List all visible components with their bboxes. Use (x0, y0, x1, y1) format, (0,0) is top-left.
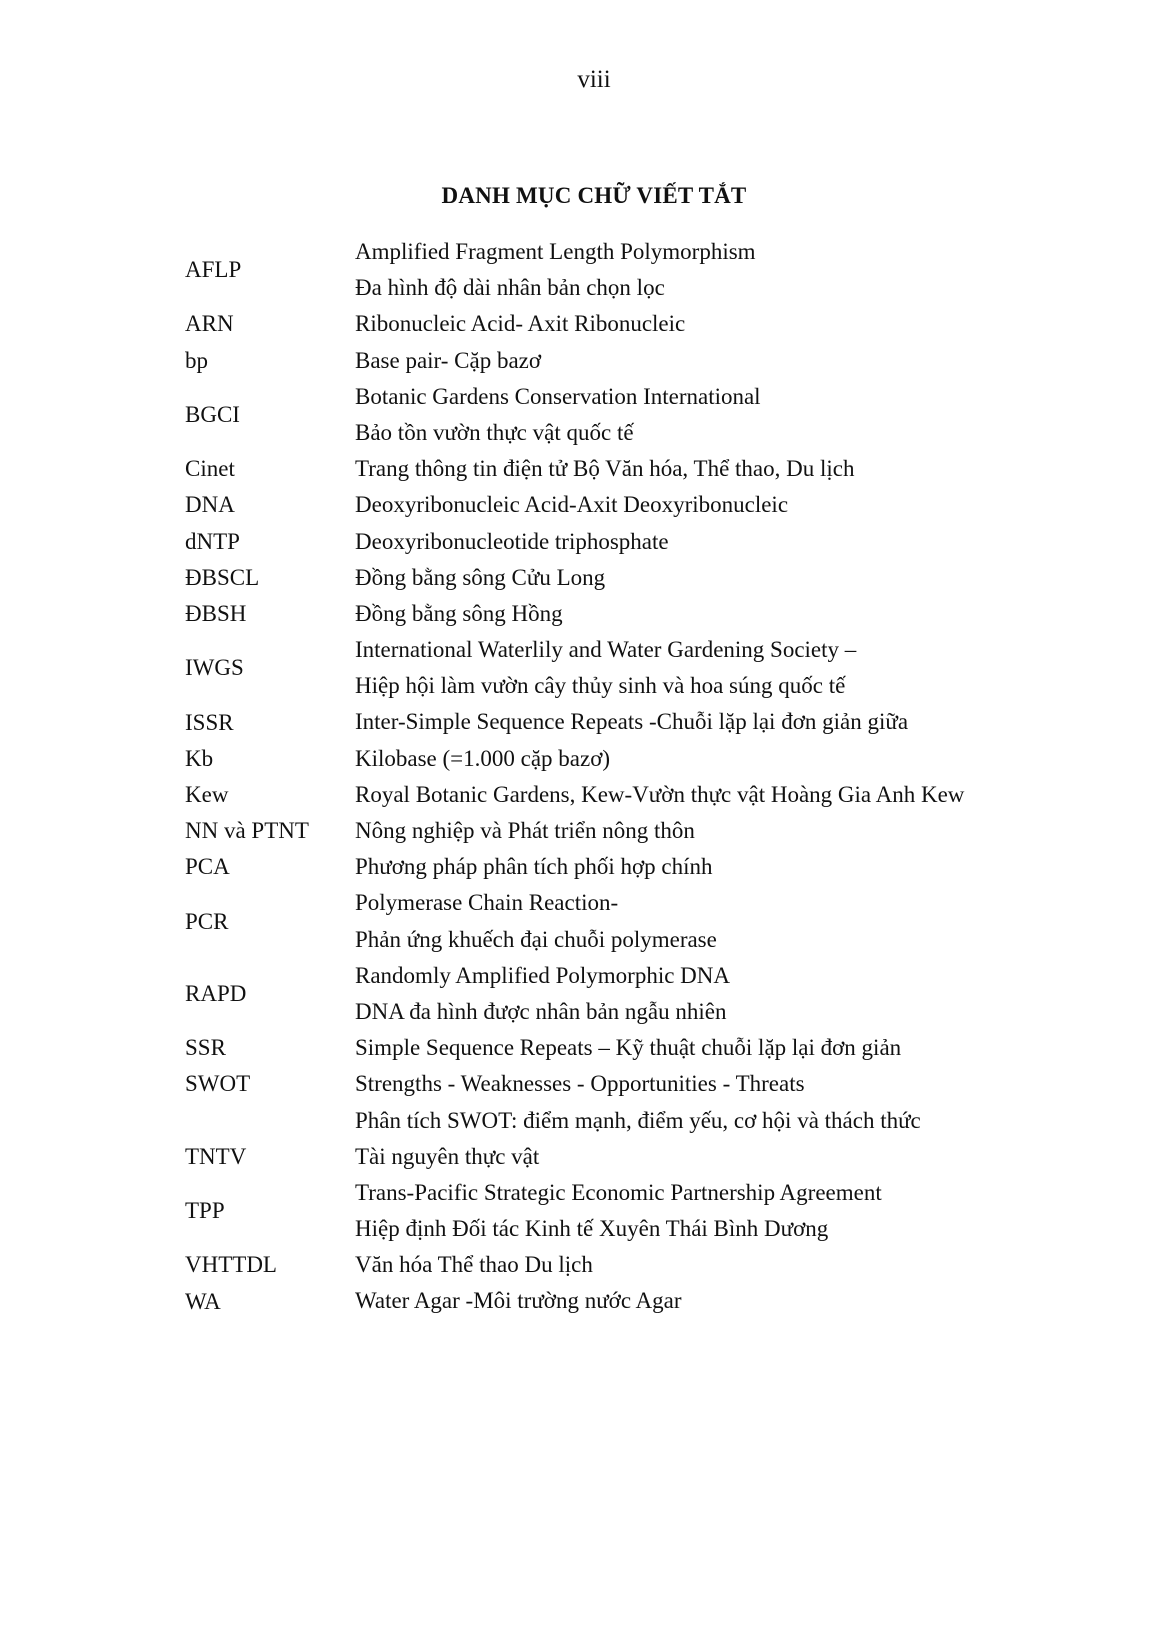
definition (355, 487, 1065, 523)
definition-line: Amplified Fragment Length Polymorphism (355, 239, 756, 264)
definition-line: Inter-Simple Sequence Repeats -Chuỗi lặp lại đơn giản giữa (355, 709, 909, 735)
definition-line: Royal Botanic Gardens, Kew-Vườn thực vật Hoàng Gia Anh Kew (355, 781, 965, 807)
definition (355, 849, 1065, 885)
abbreviation-row (185, 1175, 1065, 1247)
definition-line: Base pair- Cặp bazơ (355, 347, 542, 373)
definition (355, 1247, 1065, 1283)
abbreviation: PCA (185, 854, 230, 880)
definition (355, 306, 1065, 342)
abbreviation-row (185, 1030, 1065, 1066)
abbreviation: ISSR (185, 709, 234, 735)
definition-line: Polymerase Chain Reaction- (355, 890, 619, 916)
definition-line: DNA đa hình được nhân bản ngẫu nhiên (355, 998, 727, 1024)
definition-line: Phương pháp phân tích phối hợp chính (355, 854, 713, 880)
definition (355, 524, 1065, 560)
definition-line: Nông nghiệp và Phát triển nông thôn (355, 818, 695, 843)
abbreviation: Cinet (185, 456, 235, 482)
definition-line: Water Agar -Môi trường nước Agar (355, 1288, 682, 1314)
abbreviation: NN và PTNT (185, 818, 309, 844)
abbreviation-row (185, 1103, 1065, 1139)
abbreviation-row (185, 560, 1065, 596)
abbreviation: BGCI (185, 401, 240, 427)
abbreviation-row (185, 777, 1065, 813)
abbreviation: IWGS (185, 655, 244, 681)
definition-line: Trans-Pacific Strategic Economic Partnership Agreement (355, 1179, 882, 1205)
abbreviation-row (185, 704, 1065, 740)
definition-line: Botanic Gardens Conservation International (355, 383, 761, 409)
page-title: DANH MỤC CHỮ VIẾT TẮT (441, 183, 747, 208)
definition-line: Hiệp hội làm vườn cây thủy sinh và hoa súng quốc tế (355, 673, 846, 699)
definition (355, 885, 1065, 957)
page-number: viii (577, 66, 611, 93)
abbreviation: SWOT (185, 1071, 251, 1097)
definition (355, 704, 1065, 740)
definition-line: Phản ứng khuếch đại chuỗi polymerase (355, 926, 717, 952)
definition-line: Ribonucleic Acid- Axit Ribonucleic (355, 311, 686, 337)
definition (355, 813, 1065, 849)
definition (355, 1030, 1065, 1066)
definition-line: Deoxyribonucleotide triphosphate (355, 528, 669, 554)
definition-line: Đồng bằng sông Hồng (355, 600, 563, 626)
definition (355, 234, 1065, 306)
abbreviation-row (185, 1139, 1065, 1175)
definition (355, 1103, 1065, 1139)
definition-line: Tài nguyên thực vật (355, 1143, 540, 1169)
definition (355, 1139, 1065, 1175)
abbreviation: DNA (185, 492, 235, 518)
definition (355, 1066, 1065, 1102)
definition (355, 777, 1065, 813)
definition-line: Trang thông tin điện tử Bộ Văn hóa, Thể thao, Du lịch (355, 456, 855, 482)
definition-line: Đồng bằng sông Cửu Long (355, 564, 606, 590)
definition (355, 741, 1065, 777)
abbreviation-row (185, 958, 1065, 1030)
definition (355, 632, 1065, 704)
definition (355, 596, 1065, 632)
abbreviation: VHTTDL (185, 1252, 277, 1278)
abbreviation-row (185, 379, 1065, 451)
abbreviation: PCR (185, 908, 229, 934)
definition (355, 1175, 1065, 1247)
abbreviation-row (185, 343, 1065, 379)
abbreviation-row (185, 596, 1065, 632)
abbreviation: dNTP (185, 528, 240, 554)
abbreviation: TPP (185, 1198, 225, 1224)
abbreviation: WA (185, 1288, 221, 1314)
definition-line: Deoxyribonucleic Acid-Axit Deoxyribonucleic (355, 492, 789, 518)
definition-line: Đa hình độ dài nhân bản chọn lọc (355, 275, 665, 301)
abbreviation-row (185, 813, 1065, 849)
abbreviation: bp (185, 347, 208, 373)
abbreviation-row (185, 524, 1065, 560)
definition-line: Văn hóa Thể thao Du lịch (355, 1252, 593, 1278)
abbreviation-row (185, 234, 1065, 306)
definition-line: Kilobase (=1.000 cặp bazơ) (355, 745, 611, 771)
definition-line: Simple Sequence Repeats – Kỹ thuật chuỗi lặp lại đơn giản (355, 1035, 902, 1061)
definition (355, 343, 1065, 379)
abbreviation-table (185, 234, 1065, 1320)
abbreviation-row (185, 306, 1065, 342)
abbreviation-row (185, 451, 1065, 487)
abbreviation-row (185, 849, 1065, 885)
abbreviation: AFLP (185, 257, 242, 283)
definition (355, 958, 1065, 1030)
abbreviation: RAPD (185, 980, 247, 1006)
abbreviation-row (185, 632, 1065, 704)
abbreviation: ĐBSH (185, 600, 247, 626)
abbreviation-row (185, 1283, 1065, 1319)
definition (355, 1283, 1065, 1319)
definition-line: Strengths - Weaknesses - Opportunities - Threats (355, 1071, 805, 1097)
definition (355, 451, 1065, 487)
abbreviation: ĐBSCL (185, 564, 260, 590)
definition-line: Hiệp định Đối tác Kinh tế Xuyên Thái Bình Dương (355, 1216, 829, 1242)
definition-line: Phân tích SWOT: điểm mạnh, điểm yếu, cơ hội và thách thức (355, 1107, 921, 1133)
abbreviation: Kb (185, 745, 214, 771)
definition-line: International Waterlily and Water Gardening Society – (355, 637, 857, 663)
abbreviation-row (185, 741, 1065, 777)
abbreviation: ARN (185, 311, 234, 337)
definition-line: Bảo tồn vườn thực vật quốc tế (355, 419, 634, 445)
abbreviation-row (185, 487, 1065, 523)
abbreviation: Kew (185, 781, 229, 807)
abbreviation-row (185, 1066, 1065, 1102)
definition (355, 379, 1065, 451)
definition-line: Randomly Amplified Polymorphic DNA (355, 962, 731, 988)
abbreviation-row (185, 885, 1065, 957)
definition (355, 560, 1065, 596)
abbreviation-row (185, 1247, 1065, 1283)
abbreviation: SSR (185, 1035, 226, 1061)
abbreviation (185, 1103, 355, 1139)
abbreviation: TNTV (185, 1143, 247, 1169)
